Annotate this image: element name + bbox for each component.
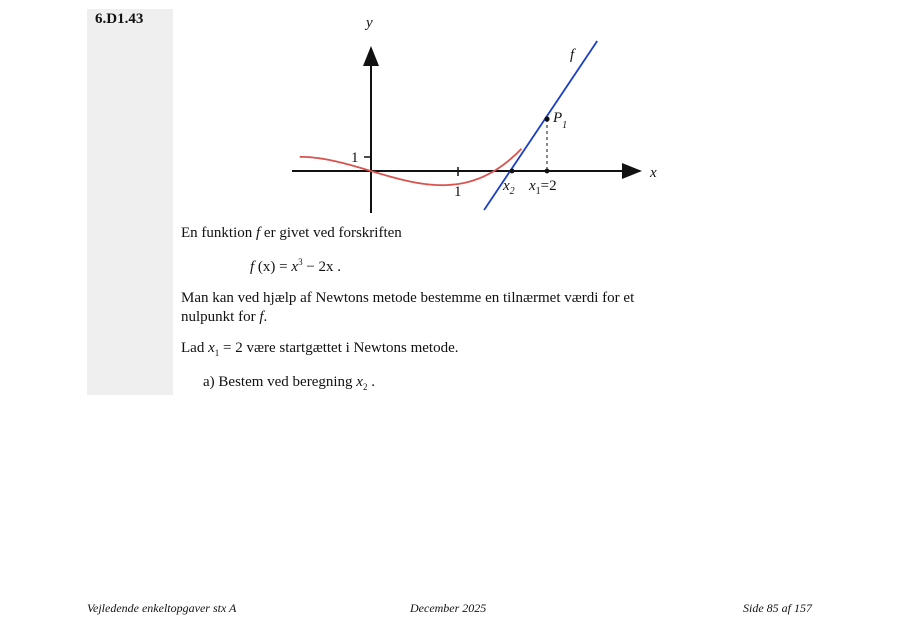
footer-left: Vejledende enkeltopgaver stx A	[87, 601, 237, 615]
function-graph	[270, 8, 670, 218]
task-label-column	[87, 9, 173, 395]
task-id: 6.D1.43	[95, 11, 144, 27]
start-guess-paragraph: Lad $x_1 = 2$ være startgættet i Newtons metode.	[181, 340, 459, 358]
function-formula: f $(x) = x^3 - 2x$ .	[250, 257, 342, 275]
point-x1	[545, 169, 550, 174]
point-p1	[544, 116, 549, 121]
footer-right: Side 85 af 157	[743, 601, 812, 615]
function-curve	[300, 149, 522, 186]
y-axis-label: y	[366, 15, 373, 31]
graph-svg	[270, 8, 670, 218]
point-x2	[510, 169, 515, 174]
y-tick-label: 1	[351, 150, 359, 166]
question-a: a) Bestem ved beregning $x_2$ .	[203, 374, 375, 392]
x-axis-label: x	[650, 165, 657, 181]
newton-paragraph: Man kan ved hjælp af Newtons metode bestemme en tilnærmet værdi for et nulpunkt for f.	[181, 290, 635, 325]
footer-center: December 2025	[410, 601, 487, 615]
intro-paragraph: En funktion f er givet ved forskriften	[181, 225, 402, 241]
x2-label: $x_2$	[503, 178, 515, 197]
x-tick-label: 1	[454, 184, 462, 200]
x1-label: $x_1=2$	[529, 178, 557, 197]
point-label: $P_1$	[553, 110, 568, 131]
curve-label: f	[570, 47, 575, 63]
